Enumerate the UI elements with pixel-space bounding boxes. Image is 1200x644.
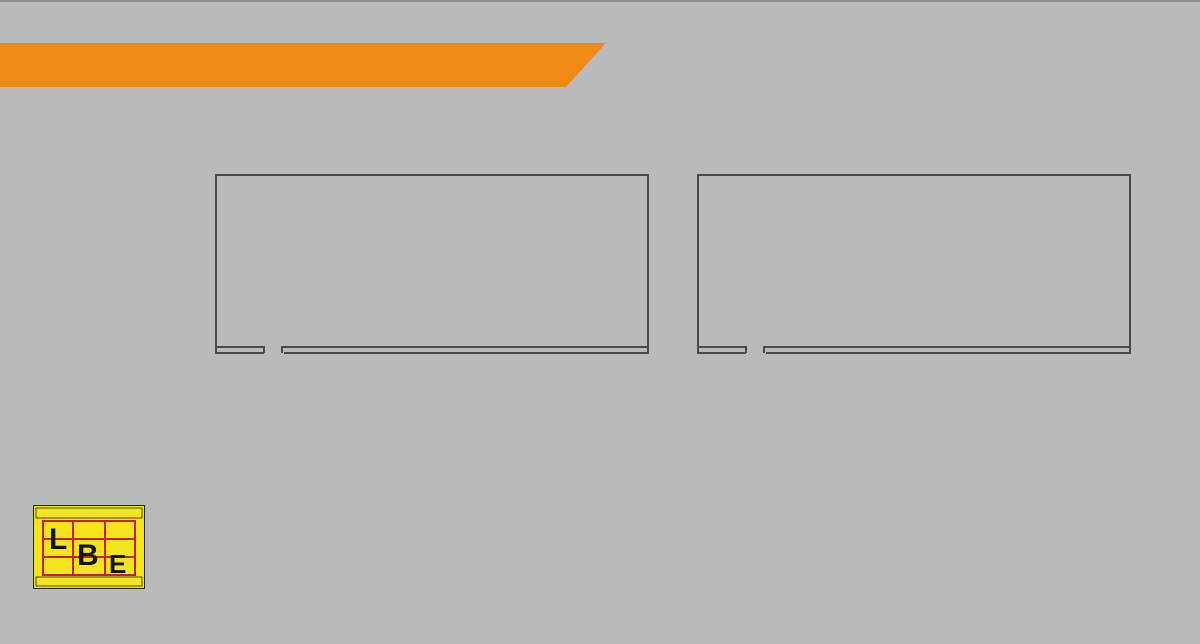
section-banner <box>0 43 606 87</box>
logo-letter-e: E <box>109 549 127 579</box>
ral-quality-mark-logo <box>33 505 145 589</box>
logo-letter-l: L <box>49 523 68 556</box>
logo-letter-b: B <box>77 539 99 572</box>
stationary-floor-plan <box>214 173 652 359</box>
mobile-floor-plan <box>696 173 1134 359</box>
banner-shape <box>0 43 606 87</box>
